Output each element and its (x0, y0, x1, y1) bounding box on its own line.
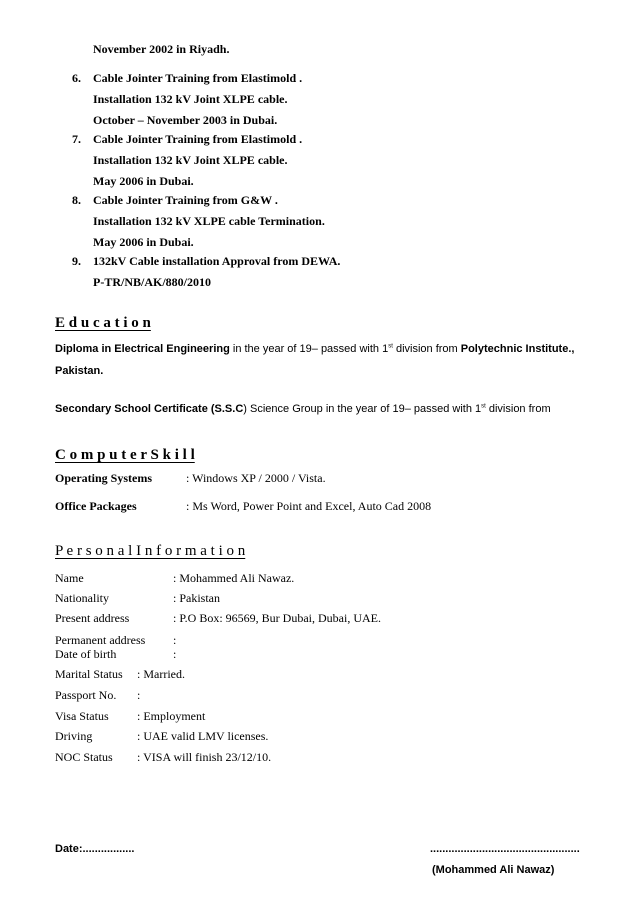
driving-value: : UAE valid LMV licenses. (137, 729, 269, 743)
name-label: Name (55, 571, 84, 585)
office-packages-label: Office Packages (55, 499, 137, 513)
marital-status-value: : Married. (137, 667, 185, 681)
diploma-location: Pakistan. (55, 365, 104, 377)
signature-name: (Mohammed Ali Nawaz) (432, 864, 555, 876)
training-line: Installation 132 kV XLPE cable Termination. (93, 214, 325, 228)
passport-value: : (137, 688, 141, 702)
diploma-text-after: division from (392, 343, 461, 355)
training-line: Cable Jointer Training from G&W . (93, 193, 278, 207)
personal-information-heading: P e r s o n a l I n f o r m a t i o n (55, 543, 246, 559)
education-heading: E d u c a t i o n (55, 315, 151, 331)
training-line: May 2006 in Dubai. (93, 174, 194, 188)
training-line: May 2006 in Dubai. (93, 235, 194, 249)
training-line: Installation 132 kV Joint XLPE cable. (93, 153, 288, 167)
training-line: Cable Jointer Training from Elastimold . (93, 71, 303, 85)
ssc-superscript: st (481, 403, 486, 410)
office-packages-value: : Ms Word, Power Point and Excel, Auto Cad 2008 (186, 499, 432, 513)
visa-status-value: : Employment (137, 709, 206, 723)
visa-status-label: Visa Status (55, 709, 109, 723)
training-line: October – November 2003 in Dubai. (93, 113, 278, 127)
training-number: 7. (72, 132, 81, 146)
diploma-text: in the year of 19– passed with 1 (229, 343, 389, 355)
operating-systems-value: : Windows XP / 2000 / Vista. (186, 471, 326, 485)
noc-status-label: NOC Status (55, 750, 113, 764)
training-line: November 2002 in Riyadh. (93, 42, 230, 56)
diploma-entry (55, 343, 574, 355)
training-line: Installation 132 kV Joint XLPE cable. (93, 92, 288, 106)
signature-line: ................................................. (430, 843, 580, 855)
marital-status-label: Marital Status (55, 667, 123, 681)
training-line: 132kV Cable installation Approval from DEWA. (93, 254, 341, 268)
diploma-superscript: st (388, 343, 393, 350)
training-number: 6. (72, 71, 81, 85)
date-of-birth-value: : (173, 647, 177, 661)
training-number: 8. (72, 193, 81, 207)
name-value: : Mohammed Ali Nawaz. (173, 571, 295, 585)
ssc-title: Secondary School Certificate (S.S.C (55, 403, 244, 415)
diploma-institute: Polytechnic Institute., (460, 343, 575, 355)
date-of-birth-label: Date of birth (55, 647, 117, 661)
present-address-value: : P.O Box: 96569, Bur Dubai, Dubai, UAE. (173, 611, 381, 625)
training-number: 9. (72, 254, 81, 268)
diploma-title: Diploma in Electrical Engineering (55, 343, 230, 355)
ssc-text: ) Science Group in the year of 19– passed with 1 (243, 403, 482, 415)
date-field: Date:................. (55, 843, 135, 855)
training-line: P-TR/NB/AK/880/2010 (93, 275, 212, 289)
permanent-address-value: : (173, 633, 177, 647)
nationality-value: : Pakistan (173, 591, 220, 605)
ssc-entry (55, 403, 551, 415)
permanent-address-label: Permanent address (55, 633, 146, 647)
nationality-label: Nationality (55, 591, 109, 605)
computer-skill-heading: C o m p u t e r S k i l l (55, 447, 195, 463)
operating-systems-label: Operating Systems (55, 471, 152, 485)
passport-label: Passport No. (55, 688, 117, 702)
driving-label: Driving (55, 729, 93, 743)
ssc-text-after: division from (485, 403, 551, 415)
noc-status-value: : VISA will finish 23/12/10. (137, 750, 272, 764)
training-line: Cable Jointer Training from Elastimold . (93, 132, 303, 146)
present-address-label: Present address (55, 611, 130, 625)
